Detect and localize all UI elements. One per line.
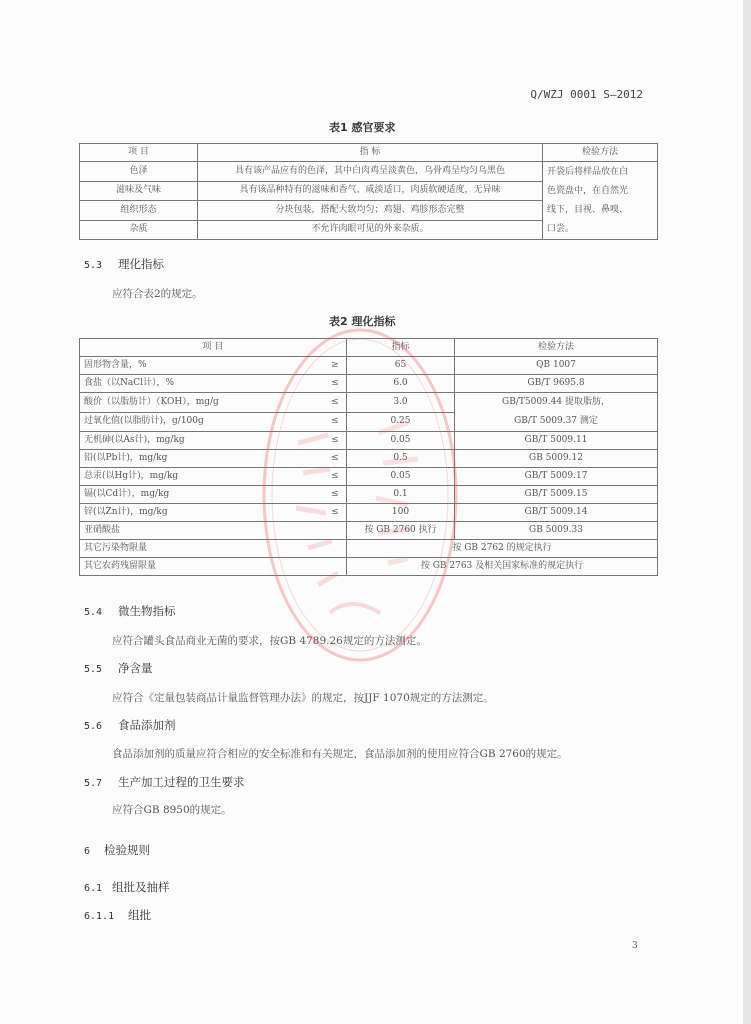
section-5-6-heading (84, 717, 176, 733)
row-index: 分块包装，搭配大致均匀；鸡翅、鸡胗形态完整 (198, 201, 543, 221)
row-item: 其它农药残留限量 (80, 558, 347, 576)
section-number: 5.6 (84, 721, 103, 732)
section-title: 生产加工过程的卫生要求 (118, 775, 245, 789)
table-row (80, 450, 658, 468)
comparison-operator: ≤ (324, 486, 347, 504)
row-item: 总汞(以Hg计)，mg/kg (80, 468, 324, 486)
row-value: 0.05 (347, 468, 455, 486)
header-method: 检验方法 (543, 144, 658, 162)
section-title: 组批 (128, 908, 151, 922)
table2-caption: 表2 理化指标 (329, 315, 396, 328)
section-6-heading (84, 842, 150, 858)
table-row (80, 522, 658, 540)
sensory-table (79, 143, 658, 240)
table-header-row (80, 144, 658, 162)
row-method: GB/T 5009.11 (455, 432, 658, 450)
row-value: 100 (347, 504, 455, 522)
row-method: QB 1007 (455, 357, 658, 375)
row-value: 0.05 (347, 432, 455, 450)
section-title: 理化指标 (118, 257, 164, 271)
comparison-operator: ≤ (324, 432, 347, 450)
section-title: 食品添加剂 (118, 718, 176, 732)
sensory-method-cell (543, 162, 658, 240)
row-item: 镉(以Cd计），mg/kg (80, 486, 324, 504)
method-line: 开袋后将样品放在白 (547, 167, 629, 177)
table-row (80, 540, 658, 558)
page-edge (743, 0, 751, 1024)
table-row (80, 162, 658, 182)
section-number: 5.3 (84, 260, 103, 271)
section-title: 组批及抽样 (112, 880, 170, 894)
row-item: 食盐（以NaCl计），% (80, 375, 324, 393)
row-index: 不允许肉眼可见的外来杂质。 (198, 220, 543, 240)
method-line: GB/T5009.44 提取脂肪， (502, 397, 610, 407)
comparison-operator: ≤ (324, 468, 347, 486)
comparison-operator: ≥ (324, 357, 347, 375)
row-method-merged (455, 393, 658, 432)
row-item: 组织形态 (80, 201, 198, 221)
section-5-7-heading (84, 774, 245, 790)
section-title: 微生物指标 (118, 604, 176, 618)
table-row (80, 504, 658, 522)
section-6-1-heading (84, 879, 170, 895)
physicochemical-table (79, 338, 658, 576)
method-line: 口尝。 (547, 224, 575, 234)
section-5-3-text: 应符合表2的规定。 (112, 288, 203, 300)
comparison-operator: ≤ (324, 504, 347, 522)
row-method: GB/T 9695.8 (455, 375, 658, 393)
row-merged-requirement: 按 GB 2762 的规定执行 (347, 540, 658, 558)
row-item: 酸价（以脂肪计）（KOH），mg/g (80, 393, 324, 413)
comparison-operator: ≤ (324, 412, 347, 432)
table-row (80, 558, 658, 576)
header-index: 指标 (347, 339, 455, 357)
table-row (80, 375, 658, 393)
section-5-7-text: 应符合GB 8950的规定。 (112, 804, 232, 816)
comparison-operator: ≤ (324, 393, 347, 413)
table-row (80, 393, 658, 413)
row-value: 0.1 (347, 486, 455, 504)
row-value: 0.25 (347, 412, 455, 432)
row-item: 固形物含量，% (80, 357, 324, 375)
section-5-3-heading (84, 256, 164, 272)
document-code: Q/WZJ 0001 S—2012 (530, 88, 643, 101)
row-method: GB/T 5009.14 (455, 504, 658, 522)
header-item: 项 目 (80, 144, 198, 162)
row-index: 具有该品种特有的滋味和香气、咸淡适口，肉质软硬适度，无异味 (198, 181, 543, 201)
section-title: 净含量 (118, 661, 153, 675)
table-row (80, 486, 658, 504)
header-method: 检验方法 (455, 339, 658, 357)
section-title: 检验规则 (104, 843, 150, 857)
row-item: 其它污染物限量 (80, 540, 347, 558)
row-item: 过氧化值(以脂肪计)，g/100g (80, 412, 324, 432)
section-number: 5.4 (84, 607, 103, 618)
row-item: 滋味及气味 (80, 181, 198, 201)
section-5-5-heading (84, 660, 153, 676)
section-5-5-text: 应符合《定量包装商品计量监督管理办法》的规定，按JJF 1070规定的方法测定。 (112, 692, 494, 704)
row-item: 杂质 (80, 220, 198, 240)
row-value: 65 (347, 357, 455, 375)
method-line: GB/T 5009.37 测定 (514, 416, 598, 426)
row-index: 具有该产品应有的色泽，其中白肉鸡呈淡黄色，乌骨鸡呈均匀乌黑色 (198, 162, 543, 182)
row-method: GB 5009.12 (455, 450, 658, 468)
section-number: 5.7 (84, 778, 103, 789)
page-number: 3 (632, 941, 638, 951)
row-value: 3.0 (347, 393, 455, 413)
row-method: GB 5009.33 (455, 522, 658, 540)
section-5-6-text: 食品添加剂的质量应符合相应的安全标准和有关规定，食品添加剂的使用应符合GB 2760的规定。 (112, 748, 568, 760)
section-5-4-text: 应符合罐头食品商业无菌的要求，按GB 4789.26规定的方法测定。 (112, 635, 427, 647)
row-item: 色泽 (80, 162, 198, 182)
section-5-4-heading (84, 603, 176, 619)
row-item: 无机砷(以As计)，mg/kg (80, 432, 324, 450)
section-6-1-1-heading (84, 907, 151, 923)
row-item: 铅(以Pb计)，mg/kg (80, 450, 324, 468)
section-number: 6 (84, 846, 91, 857)
table-row (80, 357, 658, 375)
header-item: 项 目 (80, 339, 347, 357)
row-item: 亚硝酸盐 (80, 522, 347, 540)
table-row (80, 468, 658, 486)
method-line: 色瓷盘中，在自然光 (547, 186, 629, 196)
table-row (80, 432, 658, 450)
section-number: 5.5 (84, 664, 103, 675)
section-number: 6.1 (84, 883, 103, 894)
table1-caption: 表1 感官要求 (329, 121, 396, 134)
comparison-operator: ≤ (324, 375, 347, 393)
comparison-operator: ≤ (324, 450, 347, 468)
row-method: GB/T 5009.17 (455, 468, 658, 486)
row-item: 锌(以Zn计)，mg/kg (80, 504, 324, 522)
row-value: 按 GB 2760 执行 (347, 522, 455, 540)
row-merged-requirement: 按 GB 2763 及相关国家标准的规定执行 (347, 558, 658, 576)
method-line: 线下，目视、鼻嗅、 (547, 205, 629, 215)
section-number: 6.1.1 (84, 911, 115, 922)
row-method: GB/T 5009.15 (455, 486, 658, 504)
row-value: 6.0 (347, 375, 455, 393)
row-value: 0.5 (347, 450, 455, 468)
table-header-row (80, 339, 658, 357)
header-index: 指 标 (198, 144, 543, 162)
